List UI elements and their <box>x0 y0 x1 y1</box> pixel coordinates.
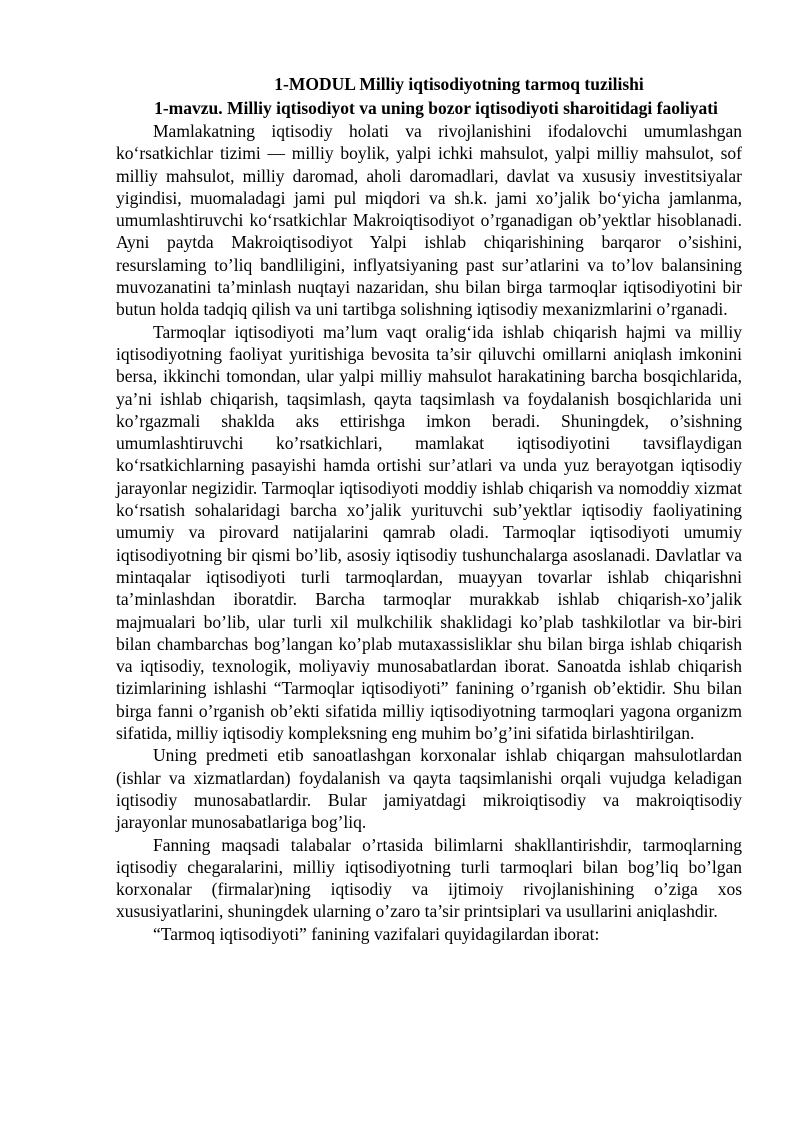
paragraph: Tarmoqlar iqtisodiyoti ma’lum vaqt oraligʻida ishlab chiqarish hajmi va milliy iqtisodiyotning faoliyat yuritishiga bevosita ta’sir qiluvchi omillarni aniqlash imkonini bersa, ikkinchi tomondan, ular yalpi milliy mahsulot harakatining barcha bosqichlarida, ya’ni ishlab chiqarish, taqsimlash, qayta taqsimlash va foydalanish bosqichlarida uni ko’rgazmali shaklda aks ettirishga imkon beradi. Shuningdek, o’sishning umumlashtiruvchi ko’rsatkichlari, mamlakat iqtisodiyotini tavsiflaydigan koʻrsatkichlarning pasayishi hamda ortishi sur’atlari va unda yuz berayotgan iqtisodiy jarayonlar negizidir. Tarmoqlar iqtisodiyoti moddiy ishlab chiqarish va nomoddiy xizmat koʻrsatish sohalaridagi barcha xo’jalik yurituvchi sub’yektlar iqtisodiy faoliyatining umumiy va pirovard natijalarini qamrab oladi. Tarmoqlar iqtisodiyoti umumiy iqtisodiyotning bir qismi bo’lib, asosiy iqtisodiy tushunchalarga asoslanadi. Davlatlar va mintaqalar iqtisodiyoti turli tarmoqlardan, muayyan tovarlar ishlab chiqarishni ta’minlashdan iboratdir. Barcha tarmoqlar murakkab ishlab chiqarish-xo’jalik majmualari bo’lib, ular turli xil mulkchilik shaklidagi ko’plab tashkilotlar va bir-biri bilan chambarchas bog’langan ko’plab mutaxassisliklar shu bilan birga ishlab chiqarish va iqtisodiy, texnologik, moliyaviy munosabatlardan iborat. Sanoatda ishlab chiqarish tizimlarining ishlashi “Tarmoqlar iqtisodiyoti” fanining o’rganish ob’ektidir. Shu bilan birga fanni o’rganish ob’ekti sifatida milliy iqtisodiyotning tarmoqlari yagona organizm sifatida, milliy iqtisodiy kompleksning eng muhim bo’g’ini sifatida birlashtirilgan. <box>116 321 742 744</box>
topic-title: 1-mavzu. Milliy iqtisodiyot va uning bozor iqtisodiyoti sharoitidagi faoliyati <box>154 98 718 118</box>
paragraph: Fanning maqsadi talabalar o’rtasida bilimlarni shakllantirishdir, tarmoqlarning iqtisodiy chegaralarini, milliy iqtisodiyotning turli tarmoqlari bilan bog’liq bo’lgan korxonalar (firmalar)ning iqtisodiy va ijtimoiy rivojlanishining o’ziga xos xususiyatlarini, shuningdek ularning o’zaro ta’sir printsiplari va usullarini aniqlashdir. <box>116 834 742 922</box>
paragraph: Uning predmeti etib sanoatlashgan korxonalar ishlab chiqargan mahsulotlardan (ishlar va xizmatlardan) foydalanish va qayta taqsimlanishi orqali vujudga keladigan iqtisodiy munosabatlardir. Bular jamiyatdagi mikroiqtisodiy va makroiqtisodiy jarayonlar munosabatlariga bog’liq. <box>116 745 742 833</box>
module-title: 1-MODUL Milliy iqtisodiyotning tarmoq tuzilishi <box>274 74 644 94</box>
paragraph: “Tarmoq iqtisodiyoti” fanining vazifalari quyidagilardan iborat: <box>153 923 600 944</box>
paragraph: Mamlakatning iqtisodiy holati va rivojlanishini ifodalovchi umumlashgan koʻrsatkichlar tizimi — milliy boylik, yalpi ichki mahsulot, yalpi milliy mahsulot, sof milliy mahsulot, milliy daromad, aholi daromadlari, davlat va xususiy investitsiyalar yigindisi, muomaladagi jami pul miqdori va sh.k. jami xo’jalik boʻyicha jamlanma, umumlashtiruvchi koʻrsatkichlar Makroiqtisodiyot o’rganadigan ob’yektlar hisoblanadi. Ayni paytda Makroiqtisodiyot Yalpi ishlab chiqarishining barqaror o’sishini, resurslaming to’liq bandliligini, inflyatsiyaning past sur’atlarini va to’lov balansining muvozanatini ta’minlash nuqtayi nazaridan, shu bilan birga tarmoqlar iqtisodiyotini bir butun holda tadqiq qilish va uni tartibga solishning iqtisodiy mexanizmlarini o’rganadi. <box>116 121 742 320</box>
